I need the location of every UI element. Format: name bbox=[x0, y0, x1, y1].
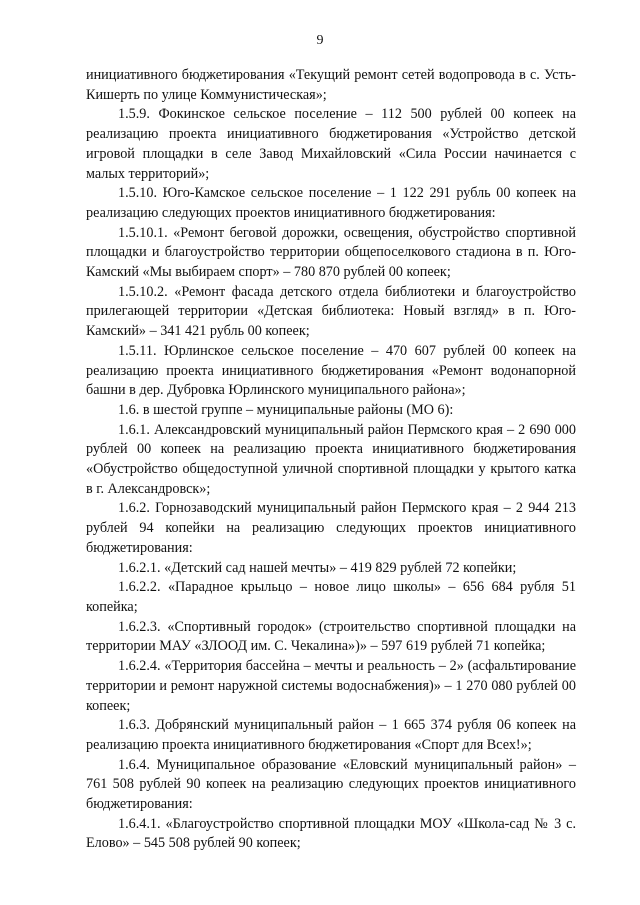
paragraph-1-6-4-1: 1.6.4.1. «Благоустройство спортивной площадки МОУ «Школа-сад № 3 с. Елово» – 545 508 рублей 90 копеек; bbox=[86, 815, 576, 852]
paragraph-1-5-11: 1.5.11. Юрлинское сельское поселение – 470 607 рублей 00 копеек на реализацию проекта инициативного бюджетирования «Ремонт водонапорной башни в дер. Дубровка Юрлинского муниципального района»; bbox=[86, 342, 576, 399]
paragraph-1-6-3: 1.6.3. Добрянский муниципальный район – 1 665 374 рубля 06 копеек на реализацию проекта инициативного бюджетирования «Спорт для Всех!»; bbox=[86, 717, 576, 753]
paragraph-1-5-10-2: 1.5.10.2. «Ремонт фасада детского отдела библиотеки и благоустройство прилегающей территории «Детская библиотека: Новый взгляд» в п. Юго-Камский» – 341 421 рубль 00 копеек; bbox=[86, 283, 576, 340]
paragraph-1-6-4: 1.6.4. Муниципальное образование «Еловский муниципальный район» – 761 508 рублей 90 копеек на реализацию следующих проектов инициативного бюджетирования: bbox=[86, 756, 576, 813]
paragraph-1-6-2-2: 1.6.2.2. «Парадное крыльцо – новое лицо школы» – 656 684 рубля 51 копейка; bbox=[86, 579, 576, 615]
paragraph-1-6-2-3: 1.6.2.3. «Спортивный городок» (строительство спортивной площадки на территории МАУ «ЗЛООД им. С. Чекалина»)» – 597 619 рублей 71 копейка; bbox=[86, 618, 576, 655]
paragraph-1-6-2: 1.6.2. Горнозаводский муниципальный район Пермского края – 2 944 213 рублей 94 копейки на реализацию следующих проектов инициативного бюджетирования: bbox=[86, 500, 576, 556]
paragraph-1-5-10-1: 1.5.10.1. «Ремонт беговой дорожки, освещения, обустройство спортивной площадки и благоустройство территории общепоселкового стадиона в п. Юго-Камский «Мы выбираем спорт» – 780 870 рублей 00 копеек; bbox=[86, 224, 576, 281]
paragraph-1-6-2-1: 1.6.2.1. «Детский сад нашей мечты» – 419 829 рублей 72 копейки; bbox=[118, 559, 517, 576]
paragraph-1-5-9: 1.5.9. Фокинское сельское поселение – 112 500 рублей 00 копеек на реализацию проекта инициативного бюджетирования «Устройство детской игровой площадки в селе Завод Михайловский «Сила России начинается с малых территорий»; bbox=[86, 106, 576, 182]
page-number: 9 bbox=[316, 33, 324, 48]
document-body bbox=[86, 66, 576, 854]
paragraph-continuation: инициативного бюджетирования «Текущий ремонт сетей водопровода в с. Усть-Кишерть по улице Коммунистическая»; bbox=[86, 67, 576, 103]
paragraph-1-5-10: 1.5.10. Юго-Камское сельское поселение – 1 122 291 рубль 00 копеек на реализацию следующих проектов инициативного бюджетирования: bbox=[86, 185, 576, 221]
paragraph-1-6: 1.6. в шестой группе – муниципальные районы (МО 6): bbox=[118, 401, 454, 418]
paragraph-1-6-2-4: 1.6.2.4. «Территория бассейна – мечты и реальность – 2» (асфальтирование территории и ремонт наружной системы водоснабжения)» – 1 270 080 рублей 00 копеек; bbox=[86, 658, 576, 714]
paragraph-1-6-1: 1.6.1. Александровский муниципальный район Пермского края – 2 690 000 рублей 00 копеек на реализацию проекта инициативного бюджетирования «Обустройство общедоступной уличной спортивной площадки у крытого катка в г. Александровск»; bbox=[86, 421, 576, 497]
